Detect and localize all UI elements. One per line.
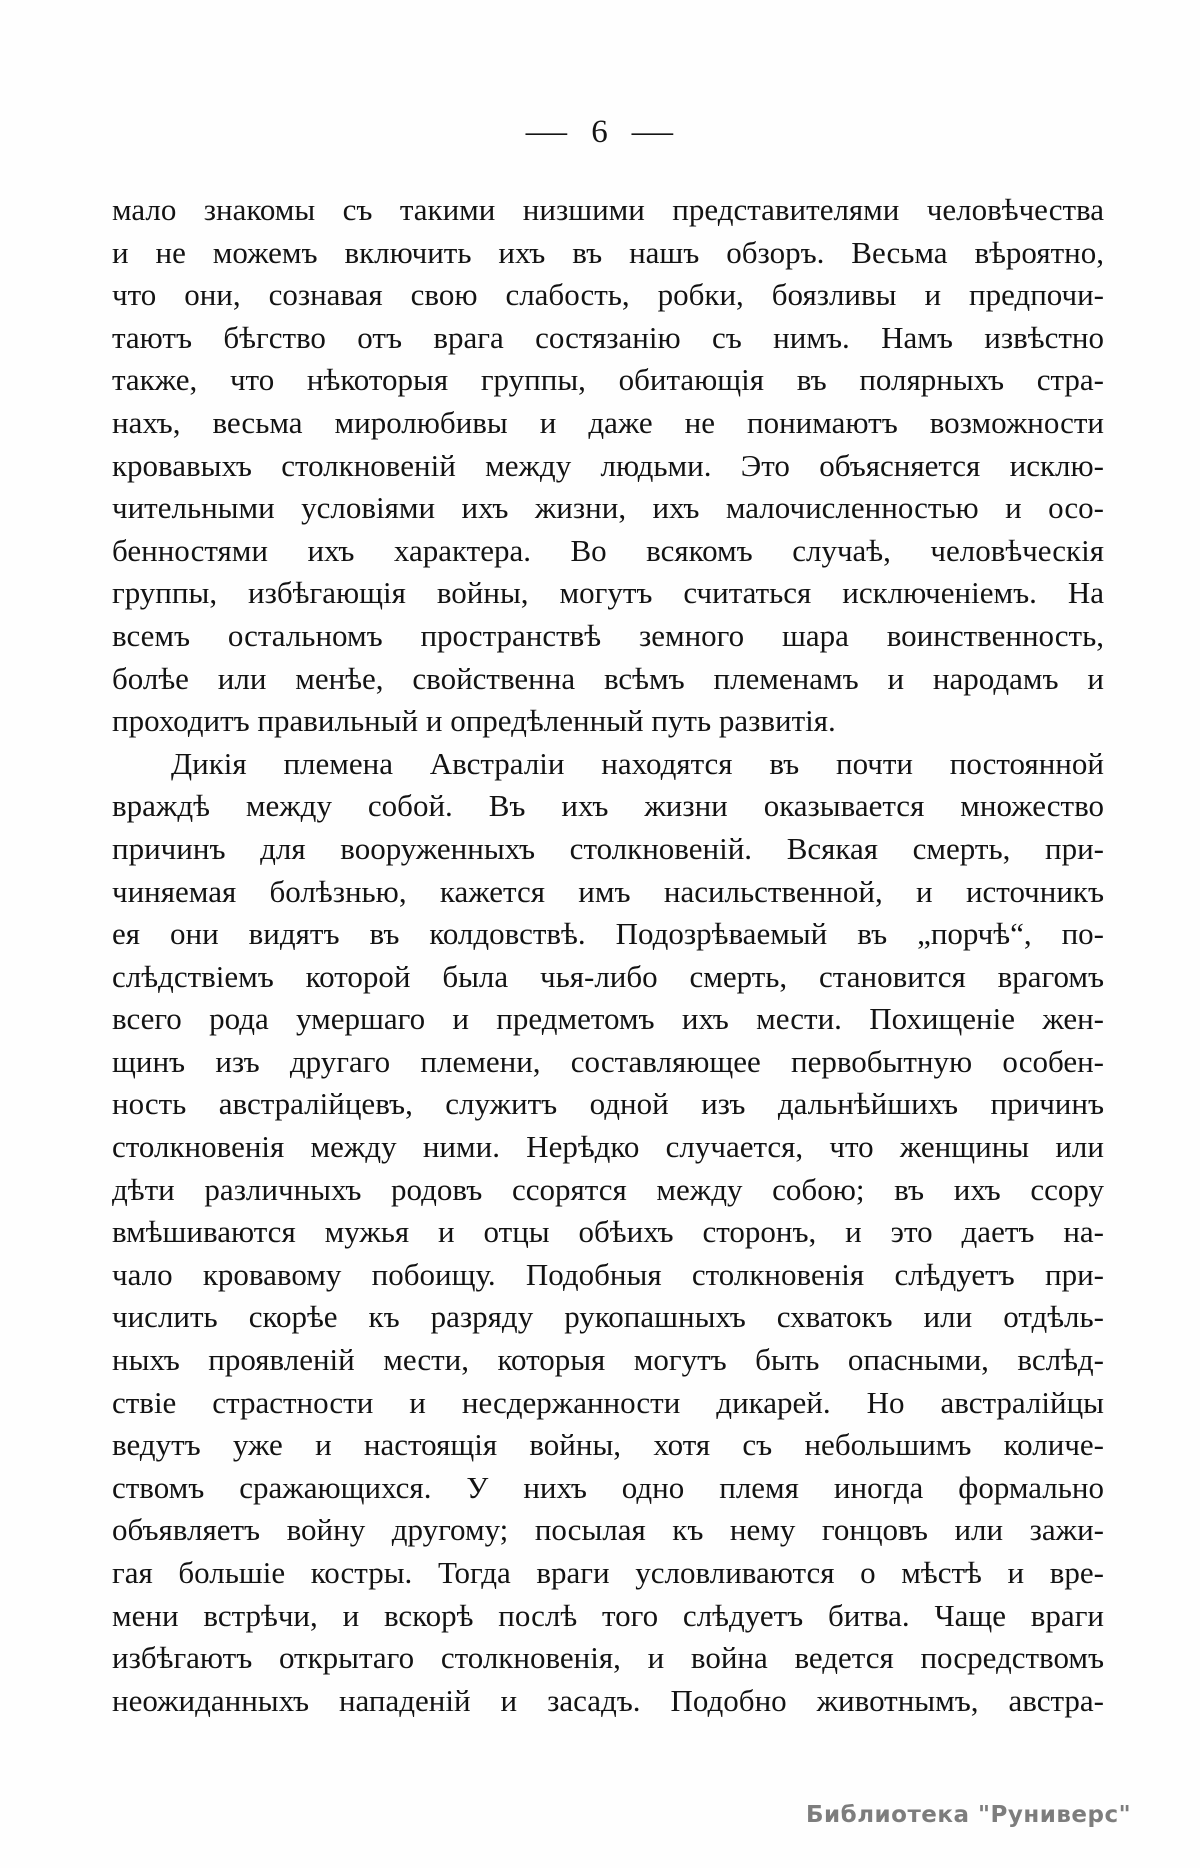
text-line: чительными условіями ихъ жизни, ихъ малочисленностью и осо- [112, 490, 1104, 526]
text-line: что они, сознавая свою слабость, робки, боязливы и предпочи- [112, 277, 1104, 313]
text-line: чало кровавому побоищу. Подобныя столкновенія слѣдуетъ при- [112, 1256, 1104, 1292]
page-header [0, 114, 1200, 151]
text-line: ныхъ проявленій мести, которыя могутъ быть опасными, вслѣд- [112, 1342, 1104, 1378]
text-line: проходитъ правильный и опредѣленный путь развитія. [112, 703, 836, 739]
text-line: причинъ для вооруженныхъ столкновеній. Всякая смерть, при- [112, 830, 1104, 866]
text-line: всемъ остальномъ пространствѣ земного шара воинственность, [112, 617, 1104, 653]
page-number: 6 [591, 114, 609, 150]
body-text-block [112, 189, 1104, 1722]
text-line: гая большіе костры. Тогда враги условливаются о мѣстѣ и вре- [112, 1555, 1104, 1590]
text-line: и не можемъ включить ихъ въ нашъ обзоръ. Весьма вѣроятно, [112, 234, 1104, 270]
text-line: бенностями ихъ характера. Во всякомъ случаѣ, человѣческія [112, 532, 1104, 568]
text-line: ствіе страстности и несдержанности дикарей. Но австралійцы [112, 1384, 1104, 1420]
text-line: чиняемая болѣзнью, кажется имъ насильственной, и источникъ [112, 873, 1104, 909]
text-line: ствомъ сражающихся. У нихъ одно племя иногда формально [112, 1469, 1104, 1505]
text-line: группы, избѣгающія войны, могутъ считаться исключеніемъ. На [112, 575, 1104, 611]
text-line: ведутъ уже и настоящія войны, хотя съ небольшимъ количе- [112, 1427, 1104, 1463]
text-line: всего рода умершаго и предметомъ ихъ мести. Похищеніе жен- [112, 1001, 1104, 1037]
text-line: слѣдствіемъ которой была чья-либо смерть, становится врагомъ [112, 958, 1104, 994]
text-line: ность австралійцевъ, служитъ одной изъ дальнѣйшихъ причинъ [112, 1086, 1104, 1122]
text-line: враждѣ между собой. Въ ихъ жизни оказывается множество [112, 788, 1104, 824]
text-line: мени встрѣчи, и вскорѣ послѣ того слѣдуетъ битва. Чаще враги [112, 1597, 1104, 1633]
header-dash-left: — [526, 114, 569, 150]
header-dash-right: — [631, 114, 674, 150]
text-line: неожиданныхъ нападеній и засадъ. Подобно животнымъ, австра- [112, 1682, 1104, 1718]
text-line: ея они видятъ въ колдовствѣ. Подозрѣваемый въ „порчѣ“, по- [112, 916, 1104, 952]
text-line: таютъ бѣгство отъ врага состязанію съ нимъ. Намъ извѣстно [112, 319, 1104, 355]
text-line: объявляетъ войну другому; посылая къ нему гонцовъ или зажи- [112, 1512, 1104, 1548]
text-line: щинъ изъ другаго племени, составляющее первобытную особен- [112, 1043, 1104, 1079]
text-line: вмѣшиваются мужья и отцы обѣихъ сторонъ, и это даетъ на- [112, 1214, 1104, 1250]
text-line: нахъ, весьма миролюбивы и даже не понимаютъ возможности [112, 404, 1104, 440]
text-line: дѣти различныхъ родовъ ссорятся между собою; въ ихъ ссору [112, 1171, 1104, 1207]
text-line: столкновенія между ними. Нерѣдко случается, что женщины или [112, 1129, 1104, 1165]
text-line: кровавыхъ столкновеній между людьми. Это объясняется исклю- [112, 447, 1104, 483]
text-line: болѣе или менѣе, свойственна всѣмъ племенамъ и народамъ и [112, 660, 1104, 696]
text-line: избѣгаютъ открытаго столкновенія, и война ведется посредствомъ [112, 1640, 1104, 1676]
text-line: мало знакомы съ такими низшими представителями человѣчества [112, 192, 1104, 227]
library-watermark: Библиотека "Руниверс" [806, 1802, 1132, 1828]
text-line: числить скорѣе къ разряду рукопашныхъ схватокъ или отдѣль- [112, 1299, 1104, 1335]
text-line: также, что нѣкоторыя группы, обитающія въ полярныхъ стра- [112, 362, 1104, 398]
text-line: Дикія племена Австраліи находятся въ почти постоянной [171, 745, 1104, 781]
